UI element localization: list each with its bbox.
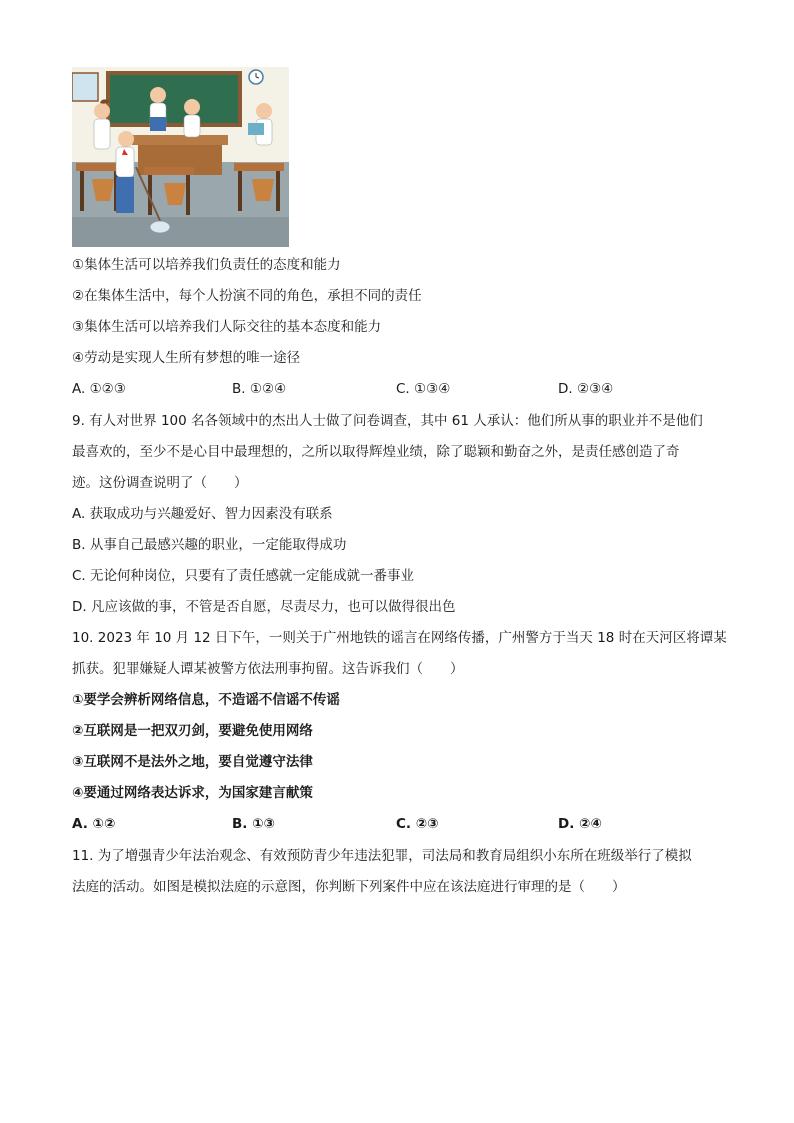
q10-statement-4: ④要通过网络表达诉求，为国家建言献策 — [72, 785, 313, 801]
q9-option-a[interactable]: A. 获取成功与兴趣爱好、智力因素没有联系 — [72, 506, 333, 522]
q8-statement-4: ④劳动是实现人生所有梦想的唯一途径 — [72, 350, 301, 366]
q11-stem-line-1: 11. 为了增强青少年法治观念、有效预防青少年违法犯罪，司法局和教育局组织小东所在班级举行了模拟 — [72, 848, 692, 864]
q8-option-c[interactable]: C. ①③④ — [396, 381, 451, 397]
q8-statement-1: ①集体生活可以培养我们负责任的态度和能力 — [72, 257, 341, 273]
q10-stem-line-2: 抓获。犯罪嫌疑人谭某被警方依法刑事拘留。这告诉我们（ ） — [72, 661, 464, 677]
q9-stem-line-1: 9. 有人对世界 100 名各领域中的杰出人士做了问卷调查，其中 61 人承认：他们所从事的职业并不是他们 — [72, 413, 703, 429]
classroom-cleaning-icon — [72, 67, 289, 247]
q10-option-b[interactable]: B. ①③ — [232, 816, 275, 832]
q9-stem-line-3: 迹。这份调查说明了（ ） — [72, 475, 248, 491]
q8-statement-2: ②在集体生活中，每个人扮演不同的角色，承担不同的责任 — [72, 288, 422, 304]
q9-option-c[interactable]: C. 无论何种岗位，只要有了责任感就一定能成就一番事业 — [72, 568, 415, 584]
q8-option-a[interactable]: A. ①②③ — [72, 381, 126, 397]
q9-option-b[interactable]: B. 从事自己最感兴趣的职业，一定能取得成功 — [72, 537, 347, 553]
q8-statement-3: ③集体生活可以培养我们人际交往的基本态度和能力 — [72, 319, 382, 335]
q9-stem-line-2: 最喜欢的，至少不是心目中最理想的，之所以取得辉煌业绩，除了聪颖和勤奋之外，是责任感创造了奇 — [72, 444, 680, 460]
q10-option-a[interactable]: A. ①② — [72, 816, 116, 832]
q10-statement-3: ③互联网不是法外之地，要自觉遵守法律 — [72, 754, 313, 770]
classroom-cleaning-illustration — [72, 67, 289, 247]
q10-stem-line-1: 10. 2023 年 10 月 12 日下午，一则关于广州地铁的谣言在网络传播，广州警方于当天 18 时在天河区将谭某 — [72, 630, 727, 646]
q8-option-d[interactable]: D. ②③④ — [558, 381, 614, 397]
q10-option-d[interactable]: D. ②④ — [558, 816, 602, 832]
q10-option-c[interactable]: C. ②③ — [396, 816, 439, 832]
q9-option-d[interactable]: D. 凡应该做的事，不管是否自愿，尽责尽力，也可以做得很出色 — [72, 599, 456, 615]
q11-stem-line-2: 法庭的活动。如图是模拟法庭的示意图，你判断下列案件中应在该法庭进行审理的是（ ） — [72, 879, 626, 895]
q10-statement-2: ②互联网是一把双刃剑，要避免使用网络 — [72, 723, 313, 739]
q8-option-b[interactable]: B. ①②④ — [232, 381, 287, 397]
q10-statement-1: ①要学会辨析网络信息，不造谣不信谣不传谣 — [72, 692, 340, 708]
